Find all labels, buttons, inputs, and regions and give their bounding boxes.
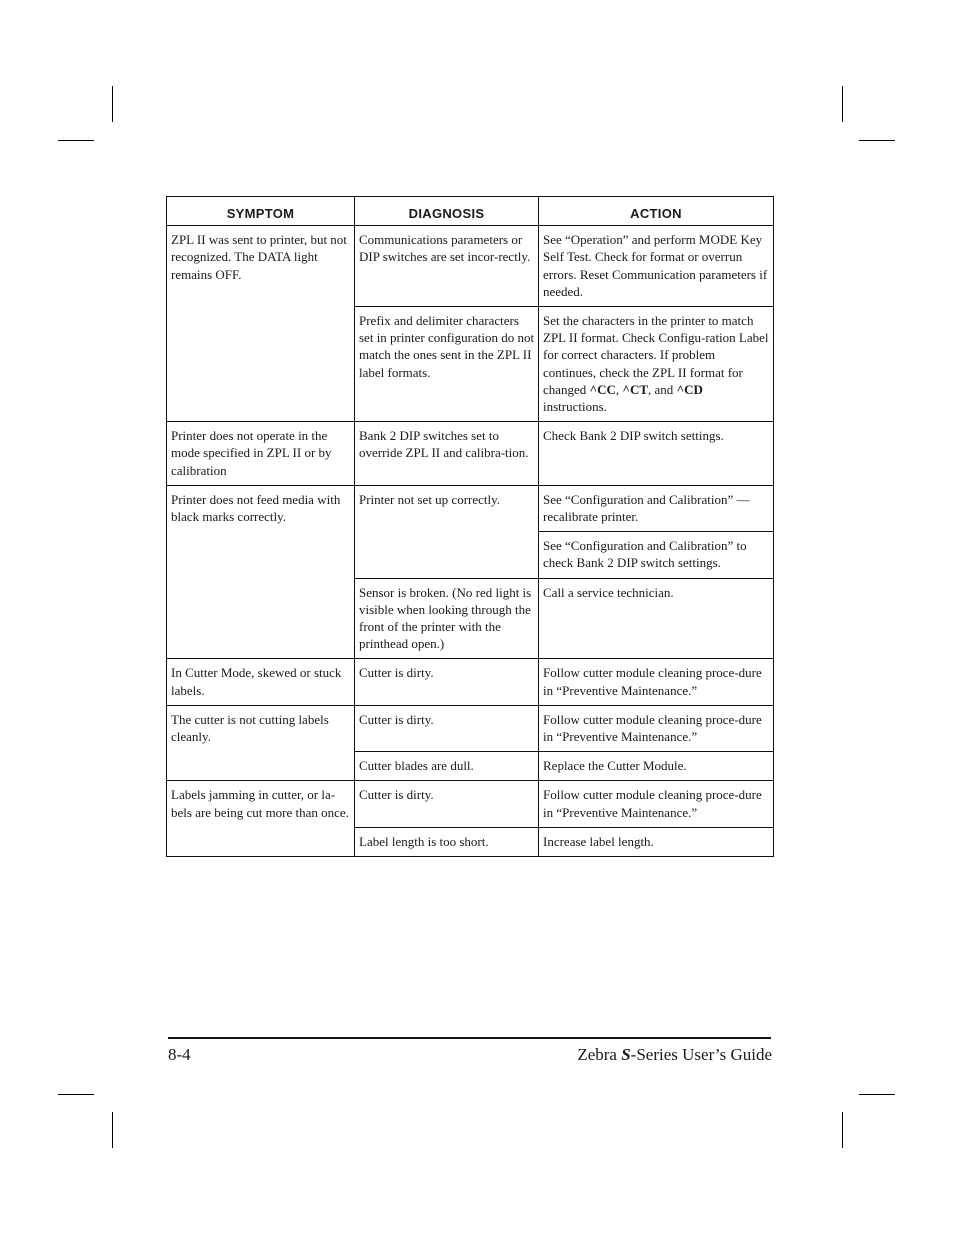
- diagnosis-cell: Cutter is dirty.: [355, 659, 539, 705]
- symptom-cell: ZPL II was sent to printer, but not recognized. The DATA light remains OFF.: [167, 226, 355, 422]
- action-cell: Call a service technician.: [539, 578, 774, 659]
- diagnosis-cell: Cutter is dirty.: [355, 781, 539, 827]
- guide-prefix: Zebra: [577, 1045, 622, 1064]
- header-symptom: SYMPTOM: [167, 197, 355, 226]
- action-cell: See “Configuration and Calibration” to check Bank 2 DIP switch settings.: [539, 532, 774, 578]
- action-cell: Follow cutter module cleaning proce-dure in “Preventive Maintenance.”: [539, 781, 774, 827]
- header-diagnosis: DIAGNOSIS: [355, 197, 539, 226]
- action-text: Set the characters in the printer to match ZPL II format. Check Configu-ration Label for correct characters. If problem continues, check the ZPL II format for changed: [543, 313, 769, 397]
- code-cd: ^CD: [676, 381, 703, 397]
- table-row: [167, 659, 774, 705]
- diagnosis-cell: Prefix and delimiter characters set in printer configuration do not match the ones sent in the ZPL II label formats.: [355, 307, 539, 422]
- page-number: 8-4: [168, 1045, 191, 1064]
- guide-title: [577, 1045, 772, 1065]
- code-cc: ^CC: [589, 381, 616, 397]
- crop-mark: [58, 1094, 94, 1095]
- diagnosis-cell: Printer not set up correctly.: [355, 485, 539, 578]
- diagnosis-cell: Sensor is broken. (No red light is visible when looking through the front of the printer with the printhead open.): [355, 578, 539, 659]
- action-cell: See “Operation” and perform MODE Key Self Test. Check for format or overrun errors. Reset Communication parameters if needed.: [539, 226, 774, 307]
- symptom-cell: Printer does not operate in the mode specified in ZPL II or by calibration: [167, 422, 355, 486]
- diagnosis-cell: Cutter blades are dull.: [355, 752, 539, 781]
- action-text: ,: [615, 381, 623, 397]
- action-cell: Follow cutter module cleaning proce-dure in “Preventive Maintenance.”: [539, 659, 774, 705]
- crop-mark: [842, 1112, 843, 1148]
- action-cell: Follow cutter module cleaning proce-dure in “Preventive Maintenance.”: [539, 705, 774, 751]
- crop-mark: [842, 86, 843, 122]
- action-text: instructions.: [543, 399, 607, 415]
- guide-series: S: [621, 1045, 631, 1064]
- footer-rule: [168, 1037, 771, 1039]
- symptom-cell: The cutter is not cutting labels cleanly.: [167, 705, 355, 781]
- code-ct: ^CT: [622, 381, 649, 397]
- troubleshooting-table: [166, 196, 774, 857]
- action-text: , and: [648, 381, 677, 397]
- symptom-cell: Labels jamming in cutter, or la-bels are being cut more than once.: [167, 781, 355, 857]
- header-action: ACTION: [539, 197, 774, 226]
- diagnosis-cell: Bank 2 DIP switches set to override ZPL II and calibra-tion.: [355, 422, 539, 486]
- crop-mark: [58, 140, 94, 141]
- action-cell: See “Configuration and Calibration” — recalibrate printer.: [539, 485, 774, 531]
- table-row: [167, 781, 774, 827]
- table-row: [167, 485, 774, 531]
- action-cell: Check Bank 2 DIP switch settings.: [539, 422, 774, 486]
- crop-mark: [112, 1112, 113, 1148]
- symptom-cell: Printer does not feed media with black marks correctly.: [167, 485, 355, 659]
- action-cell: Increase label length.: [539, 827, 774, 856]
- symptom-cell: In Cutter Mode, skewed or stuck labels.: [167, 659, 355, 705]
- table-row: [167, 705, 774, 751]
- table-header-row: [167, 197, 774, 226]
- diagnosis-cell: Cutter is dirty.: [355, 705, 539, 751]
- crop-mark: [859, 140, 895, 141]
- table-row: [167, 422, 774, 486]
- diagnosis-cell: Communications parameters or DIP switches are set incor-rectly.: [355, 226, 539, 307]
- action-cell: [539, 307, 774, 422]
- crop-mark: [859, 1094, 895, 1095]
- crop-mark: [112, 86, 113, 122]
- guide-suffix: -Series User’s Guide: [630, 1045, 772, 1064]
- action-cell: Replace the Cutter Module.: [539, 752, 774, 781]
- table-row: [167, 226, 774, 307]
- diagnosis-cell: Label length is too short.: [355, 827, 539, 856]
